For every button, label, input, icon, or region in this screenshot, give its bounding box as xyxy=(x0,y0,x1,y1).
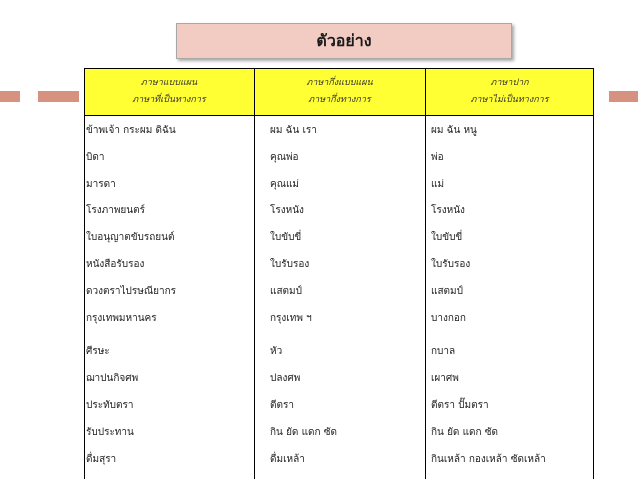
table-row xyxy=(84,279,594,305)
accent-bar-left xyxy=(0,91,20,102)
comparison-table xyxy=(84,68,594,479)
header-semi-formal xyxy=(254,69,425,115)
table-cell: ดวงตราไปรษณียากร xyxy=(86,286,176,297)
table-row xyxy=(84,145,594,171)
table-row xyxy=(84,306,594,332)
table-header xyxy=(84,68,594,116)
header-informal xyxy=(425,69,594,115)
table-cell: หนังสือรับรอง xyxy=(86,259,145,270)
table-cell: ดื่มสุรา xyxy=(86,454,117,465)
table-cell: ปลงศพ xyxy=(270,373,301,384)
table-cell: กรุงเทพ ฯ xyxy=(270,313,312,324)
accent-bar-left-2 xyxy=(38,91,79,102)
table-cell: กรุงเทพมหานคร xyxy=(86,313,157,324)
table-row xyxy=(84,198,594,224)
header-informal-line1: ภาษาปาก xyxy=(490,78,529,88)
table-cell: กินเหล้า กองเหล้า ซัดเหล้า xyxy=(431,454,546,465)
table-cell: กบาล xyxy=(431,346,456,357)
table-row xyxy=(84,393,594,419)
table-cell: มารดา xyxy=(86,179,116,190)
table-row xyxy=(84,420,594,446)
table-cell: ผม ฉัน หนู xyxy=(431,125,477,136)
header-formal-line2: ภาษาที่เป็นทางการ xyxy=(132,95,206,105)
table-row xyxy=(84,252,594,278)
header-semi-formal-line1: ภาษากึ่งแบบแผน xyxy=(306,78,373,88)
table-cell: ใบขับขี่ xyxy=(270,232,302,243)
table-cell: พ่อ xyxy=(431,152,444,163)
table-row xyxy=(84,225,594,251)
table-cell: คุณแม่ xyxy=(270,179,300,190)
table-row xyxy=(84,339,594,365)
table-cell: ดื่มเหล้า xyxy=(270,454,305,465)
table-cell: แสตมป์ xyxy=(431,286,463,297)
table-cell: แม่ xyxy=(431,179,445,190)
header-formal-line1: ภาษาแบบแผน xyxy=(140,78,198,88)
table-cell: เผาศพ xyxy=(431,373,459,384)
accent-bar-right xyxy=(609,91,638,102)
table-cell: หัว xyxy=(270,346,283,357)
header-informal-line2: ภาษาไม่เป็นทางการ xyxy=(470,95,549,105)
table-row xyxy=(84,118,594,144)
table-cell: ใบรับรอง xyxy=(431,259,471,270)
table-cell: กิน ยัด แดก ซัด xyxy=(431,427,499,438)
table-cell: ข้าพเจ้า กระผม ดิฉัน xyxy=(86,125,176,136)
table-cell: ใบอนุญาตขับรถยนต์ xyxy=(86,232,175,243)
table-cell: ใบขับขี่ xyxy=(431,232,463,243)
table-cell: โรงภาพยนตร์ xyxy=(86,205,145,216)
table-cell: บิดา xyxy=(86,152,105,163)
table-row xyxy=(84,172,594,198)
table-cell: ฌาปนกิจศพ xyxy=(86,373,139,384)
table-cell: โรงหนัง xyxy=(431,205,465,216)
table-cell: ศีรษะ xyxy=(86,346,110,357)
table-cell: แสตมป์ xyxy=(270,286,302,297)
table-cell: โรงหนัง xyxy=(270,205,304,216)
table-cell: ตีตรา xyxy=(270,400,294,411)
header-semi-formal-line2: ภาษากึ่งทางการ xyxy=(308,95,371,105)
table-cell: บางกอก xyxy=(431,313,466,324)
table-cell: ตีตรา ปั๊มตรา xyxy=(431,400,489,411)
table-cell: คุณพ่อ xyxy=(270,152,299,163)
table-row xyxy=(84,447,594,473)
table-cell: ประทับตรา xyxy=(86,400,134,411)
table-cell: ผม ฉัน เรา xyxy=(270,125,317,136)
table-cell: กิน ยัด แดก ซัด xyxy=(270,427,338,438)
table-cell: ใบรับรอง xyxy=(270,259,310,270)
table-cell: รับประทาน xyxy=(86,427,134,438)
table-row xyxy=(84,366,594,392)
header-formal xyxy=(84,69,254,115)
slide-title xyxy=(176,23,512,59)
slide-title-text: ตัวอย่าง xyxy=(316,30,372,50)
